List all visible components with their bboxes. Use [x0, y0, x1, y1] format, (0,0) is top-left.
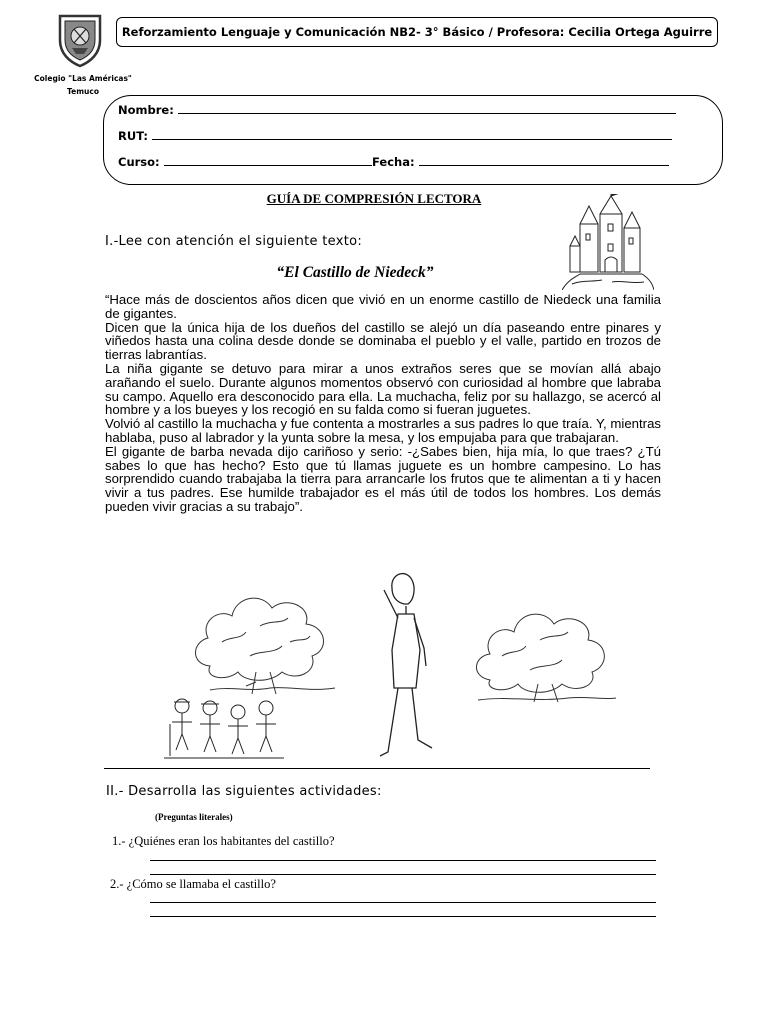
- name-line[interactable]: [178, 103, 676, 114]
- story-paragraph: Dicen que la única hija de los dueños del castillo se alejó un día paseando entre pinares y viñedos hasta una colina desde donde se dominaba el pueblo y el valle, partido en trozos de tierras labrantías.: [105, 319, 661, 363]
- course-line[interactable]: [164, 155, 372, 166]
- question-1: 1.- ¿Quiénes eran los habitantes del castillo?: [112, 834, 335, 848]
- children-gardening-icon: [164, 694, 284, 760]
- school-crest-icon: [54, 12, 106, 68]
- story-title: “El Castillo de Niedeck”: [276, 264, 434, 281]
- section1-instruction: I.-Lee con atención el siguiente texto:: [105, 234, 363, 249]
- header-title-box: [116, 17, 718, 47]
- tree-icon: [190, 586, 340, 696]
- question-2: 2.- ¿Cómo se llamaba el castillo?: [110, 877, 276, 891]
- date-label: Fecha:: [372, 155, 415, 169]
- rut-label: RUT:: [118, 129, 149, 143]
- story-text: [105, 293, 661, 514]
- school-city: Temuco: [67, 87, 99, 96]
- school-name: [28, 72, 138, 98]
- course-field[interactable]: [118, 155, 372, 169]
- answer-line[interactable]: [150, 860, 656, 861]
- course-label: Curso:: [118, 155, 160, 169]
- name-field[interactable]: [118, 103, 676, 117]
- story-paragraph: La niña gigante se detuvo para mirar a unos extraños seres que se movían allá abajo arañando el suelo. Durante algunos momentos observó con curiosidad al hombre que labraba su campo. Aquello era desconocido para ella. La muchacha, feliz por su hallazgo, se acercó al hombre y a los bueyes y los recogió en su falda como si fueran juguetes.: [105, 360, 661, 418]
- story-paragraph: El gigante de barba nevada dijo cariñoso y serio: -¿Sabes bien, hija mía, lo que traes? ¿Tú sabes lo que has hecho? Esto que tú llamas juguete es un hombre campesino. Lo has sorprendido cuando trabajaba la tierra para arrancarle los frutos que te alimentan a ti y hacen vivir a tus padres. Ese humilde trabajador es el más útil de todos los hombres. Los demás pueden vivir gracias a su trabajo”.: [105, 443, 661, 514]
- questions-subtitle: (Preguntas literales): [155, 812, 233, 822]
- answer-line[interactable]: [150, 902, 656, 903]
- girl-icon: [376, 570, 446, 765]
- guide-title: GUÍA DE COMPRESIÓN LECTORA: [266, 191, 482, 206]
- answer-line[interactable]: [150, 874, 656, 875]
- section2-instruction: II.- Desarrolla las siguientes actividades:: [106, 784, 382, 799]
- header-title: Reforzamiento Lenguaje y Comunicación NB2- 3° Básico / Profesora: Cecilia Ortega Aguirre: [121, 25, 713, 39]
- date-line[interactable]: [419, 155, 669, 166]
- school-name-line1: Colegio "Las Américas": [34, 74, 132, 83]
- name-label: Nombre:: [118, 103, 174, 117]
- date-field[interactable]: [372, 155, 669, 169]
- separator-line: [104, 768, 650, 769]
- story-paragraph: Volvió al castillo la muchacha y fue contenta a mostrarles a sus padres lo que traía. Y, mientras hablaba, puso al labrador y la yunta sobre la mesa, y los empujaba para que trabajaran.: [105, 416, 661, 445]
- story-paragraph: “Hace más de doscientos años dicen que vivió en un enorme castillo de Niedeck una familia de gigantes.: [105, 292, 661, 321]
- rut-field[interactable]: [118, 129, 672, 143]
- tree-icon: [468, 596, 618, 706]
- rut-line[interactable]: [152, 129, 672, 140]
- answer-line[interactable]: [150, 916, 656, 917]
